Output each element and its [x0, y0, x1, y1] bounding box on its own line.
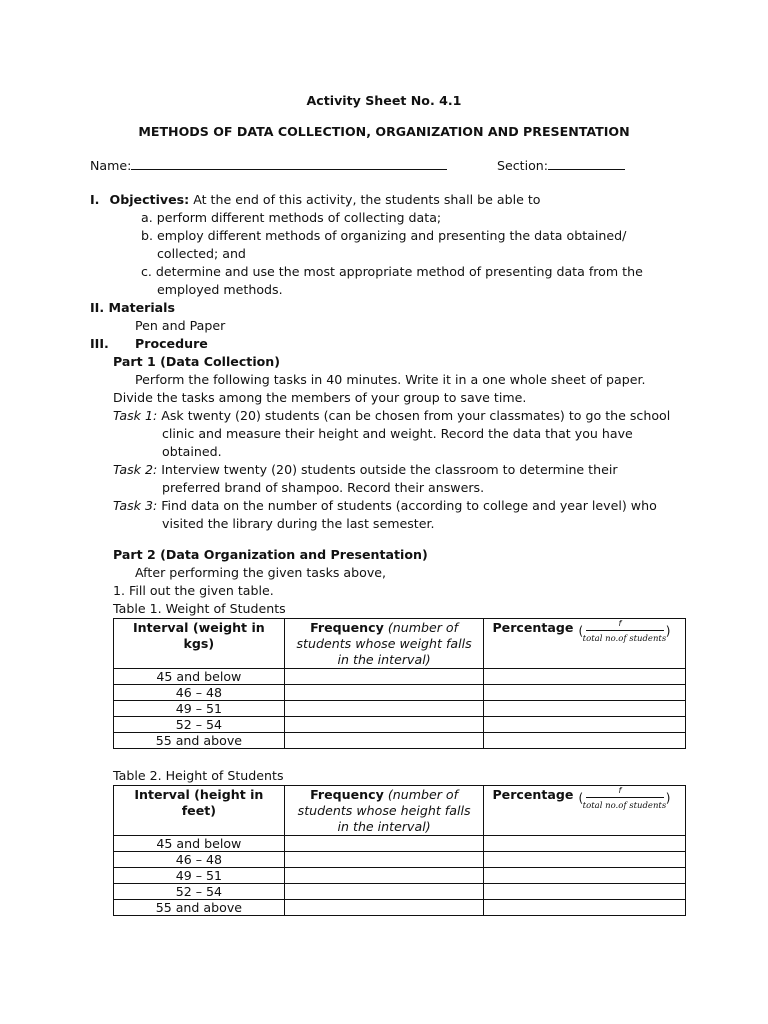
height-table [113, 785, 686, 916]
frequency-note: in the interval) [337, 652, 431, 667]
table-row [114, 685, 686, 701]
interval-header [114, 786, 285, 836]
procedure-heading: Procedure [135, 336, 208, 351]
task-text: obtained. [162, 444, 222, 459]
percentage-formula [578, 786, 671, 811]
fraction-bar [586, 797, 664, 798]
formula-numerator: f [618, 619, 622, 628]
interval-header [114, 619, 285, 669]
section-blank[interactable] [548, 155, 625, 170]
task-text: clinic and measure their height and weight. Record the data that you have [162, 426, 633, 441]
weight-table [113, 618, 686, 749]
table-caption: Table 1. Weight of Students [113, 601, 286, 616]
part2-heading: Part 2 (Data Organization and Presentation) [113, 547, 428, 562]
fraction-bar [586, 630, 664, 631]
paren-open: ( [578, 791, 584, 805]
percentage-label: Percentage [492, 620, 574, 635]
interval-cell: 46 – 48 [114, 685, 285, 701]
objective-item: a. perform different methods of collecting data; [141, 210, 442, 225]
page-title: METHODS OF DATA COLLECTION, ORGANIZATION AND PRESENTATION [138, 124, 630, 139]
percentage-cell[interactable] [484, 669, 686, 685]
percentage-cell[interactable] [484, 701, 686, 717]
objective-item: collected; and [157, 246, 246, 261]
activity-sheet-title: Activity Sheet No. 4.1 [306, 93, 462, 108]
materials-heading: II. Materials [90, 300, 175, 315]
task-label: Task 2: [113, 462, 158, 477]
frequency-header [284, 786, 484, 836]
step-1: 1. Fill out the given table. [113, 583, 274, 598]
table-row [114, 836, 686, 852]
formula-denominator: total no.of students [582, 801, 667, 811]
task-2 [113, 461, 618, 479]
formula-numerator: f [618, 786, 622, 795]
table-row [114, 852, 686, 868]
table-header-row [114, 619, 686, 669]
interval-cell: 55 and above [114, 733, 285, 749]
header-line: feet) [181, 803, 217, 818]
section-label: Section: [497, 158, 549, 173]
objectives-heading: Objectives: [109, 192, 190, 207]
header-line: kgs) [183, 636, 215, 651]
table-row [114, 900, 686, 916]
paren-close: ) [665, 791, 671, 805]
header-line: Interval (height in [134, 787, 264, 802]
header-line: Interval (weight in [132, 620, 265, 635]
objectives-line [90, 191, 540, 209]
interval-cell: 55 and above [114, 900, 285, 916]
frequency-cell[interactable] [284, 717, 484, 733]
interval-cell: 52 – 54 [114, 717, 285, 733]
frequency-cell[interactable] [284, 701, 484, 717]
interval-cell: 52 – 54 [114, 884, 285, 900]
procedure-numeral: III. [90, 336, 109, 351]
formula-denominator: total no.of students [582, 634, 667, 644]
table-row [114, 717, 686, 733]
task-3 [113, 497, 657, 515]
task-text: Ask twenty (20) students (can be chosen from your classmates) to go the school [161, 408, 671, 423]
frequency-cell[interactable] [284, 900, 484, 916]
task-text: preferred brand of shampoo. Record their answers. [162, 480, 485, 495]
percentage-cell[interactable] [484, 884, 686, 900]
table-row [114, 733, 686, 749]
table-row [114, 868, 686, 884]
name-blank[interactable] [131, 155, 447, 170]
interval-cell: 49 – 51 [114, 701, 285, 717]
objective-item: employed methods. [157, 282, 283, 297]
paren-open: ( [578, 624, 584, 638]
task-text: visited the library during the last semester. [162, 516, 435, 531]
table-caption: Table 2. Height of Students [113, 768, 284, 783]
part1-intro: Perform the following tasks in 40 minutes. Write it in a one whole sheet of paper. [135, 372, 646, 387]
name-field[interactable] [90, 155, 447, 175]
frequency-cell[interactable] [284, 669, 484, 685]
interval-cell: 45 and below [114, 836, 285, 852]
task-text: Find data on the number of students (according to college and year level) who [161, 498, 657, 513]
frequency-note: students whose weight falls [296, 636, 472, 651]
paren-close: ) [665, 624, 671, 638]
percentage-header [484, 619, 686, 669]
table-header-row [114, 786, 686, 836]
percentage-cell[interactable] [484, 836, 686, 852]
table-row [114, 884, 686, 900]
objective-item: b. employ different methods of organizing and presenting the data obtained/ [141, 228, 627, 243]
task-label: Task 3: [113, 498, 158, 513]
objectives-intro: At the end of this activity, the students shall be able to [193, 192, 541, 207]
frequency-note: students whose height falls [297, 803, 471, 818]
percentage-label: Percentage [492, 787, 574, 802]
frequency-cell[interactable] [284, 836, 484, 852]
percentage-cell[interactable] [484, 733, 686, 749]
frequency-note: (number of [383, 620, 459, 635]
frequency-note: in the interval) [337, 819, 431, 834]
percentage-cell[interactable] [484, 717, 686, 733]
frequency-label: Frequency [310, 620, 384, 635]
interval-cell: 49 – 51 [114, 868, 285, 884]
table-row [114, 701, 686, 717]
percentage-cell[interactable] [484, 852, 686, 868]
frequency-cell[interactable] [284, 868, 484, 884]
section-field[interactable] [497, 155, 625, 175]
materials-text: Pen and Paper [135, 318, 226, 333]
frequency-note: (number of [383, 787, 459, 802]
frequency-label: Frequency [310, 787, 384, 802]
percentage-cell[interactable] [484, 900, 686, 916]
frequency-header [284, 619, 484, 669]
part1-intro: Divide the tasks among the members of your group to save time. [113, 390, 527, 405]
name-label: Name: [90, 158, 132, 173]
frequency-cell[interactable] [284, 884, 484, 900]
percentage-header [484, 786, 686, 836]
interval-cell: 46 – 48 [114, 852, 285, 868]
frequency-cell[interactable] [284, 733, 484, 749]
percentage-cell[interactable] [484, 868, 686, 884]
table-row [114, 669, 686, 685]
frequency-cell[interactable] [284, 852, 484, 868]
part2-intro: After performing the given tasks above, [135, 565, 387, 580]
task-text: Interview twenty (20) students outside the classroom to determine their [161, 462, 618, 477]
percentage-cell[interactable] [484, 685, 686, 701]
interval-cell: 45 and below [114, 669, 285, 685]
frequency-cell[interactable] [284, 685, 484, 701]
task-label: Task 1: [113, 408, 158, 423]
objective-item: c. determine and use the most appropriate method of presenting data from the [141, 264, 643, 279]
part1-heading: Part 1 (Data Collection) [113, 354, 281, 369]
percentage-formula [578, 619, 671, 644]
objectives-numeral: I. [90, 192, 100, 207]
task-1 [113, 407, 670, 425]
